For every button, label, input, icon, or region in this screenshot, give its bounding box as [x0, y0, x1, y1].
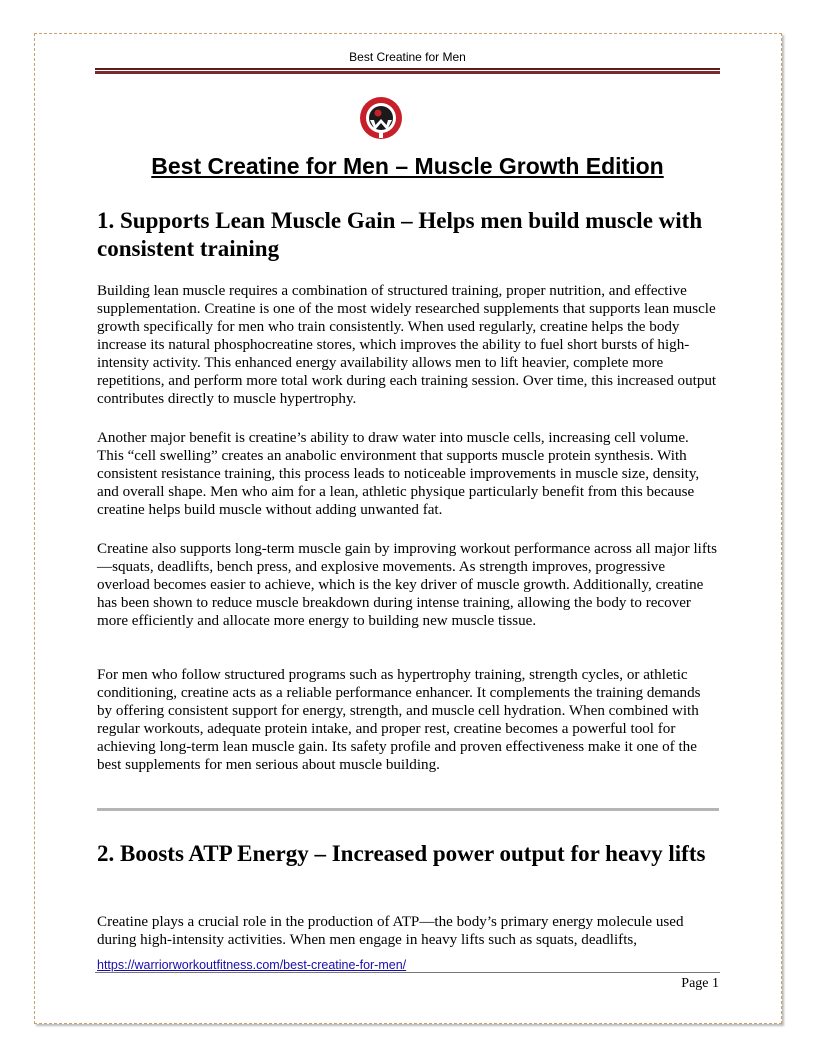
- section-2-paragraph-1: Creatine plays a crucial role in the production of ATP—the body’s primary energy molecule used during high-intensity activities. When men engage in heavy lifts such as squats, deadlifts,: [97, 914, 684, 948]
- section-1-paragraph-1: Building lean muscle requires a combination of structured training, proper nutrition, and effective supplementation. Creatine is one of the most widely researched supplements that supports lean muscle growth specifically for men who train consistently. When used regularly, creatine helps the body increase its natural phosphocreatine stores, which improves the ability to fuel short bursts of high-intensity activity. This enhanced energy availability allows men to lift heavier, complete more repetitions, and perform more total work during each training session. Over time, this increased output contributes directly to muscle hypertrophy.: [97, 283, 717, 407]
- footer-rule: [95, 972, 720, 973]
- section-2-heading: 2. Boosts ATP Energy – Increased power output for heavy lifts: [97, 841, 706, 866]
- footer-source-link[interactable]: https://warriorworkoutfitness.com/best-creatine-for-men/: [97, 958, 407, 972]
- page-number: Page 1: [681, 976, 719, 991]
- section-1-paragraph-3: Creatine also supports long-term muscle gain by improving workout performance across all major lifts—squats, deadlifts, bench press, and explosive movements. As strength improves, progressive overload becomes easier to achieve, which is the key driver of muscle growth. Additionally, creatine has been shown to reduce muscle breakdown during intense training, allowing the body to recover more efficiently and allocate more energy to building new muscle tissue.: [97, 541, 717, 629]
- page-border: [34, 33, 782, 1024]
- section-divider: [97, 808, 719, 811]
- section-1-paragraph-2: Another major benefit is creatine’s ability to draw water into muscle cells, increasing cell volume. This “cell swelling” creates an anabolic environment that supports muscle protein synthesis. With consistent resistance training, this process leads to noticeable improvements in muscle size, density, and overall shape. Men who aim for a lean, athletic physique particularly benefit from this because creatine helps build muscle without adding unwanted fat.: [97, 430, 700, 518]
- warrior-logo: [359, 96, 403, 140]
- section-1-heading: 1. Supports Lean Muscle Gain – Helps men build muscle with consistent training: [97, 208, 703, 261]
- header-rule: [95, 68, 720, 74]
- section-1-paragraph-4: For men who follow structured programs such as hypertrophy training, strength cycles, or athletic conditioning, creatine acts as a reliable performance enhancer. It complements the training demands by offering consistent support for energy, strength, and muscle cell hydration. When combined with regular workouts, adequate protein intake, and proper rest, creatine becomes a powerful tool for achieving long-term lean muscle gain. Its safety profile and proven effectiveness make it one of the best supplements for men serious about muscle building.: [97, 667, 701, 773]
- document-title: Best Creatine for Men – Muscle Growth Edition: [151, 153, 664, 179]
- running-header: Best Creatine for Men: [349, 50, 466, 64]
